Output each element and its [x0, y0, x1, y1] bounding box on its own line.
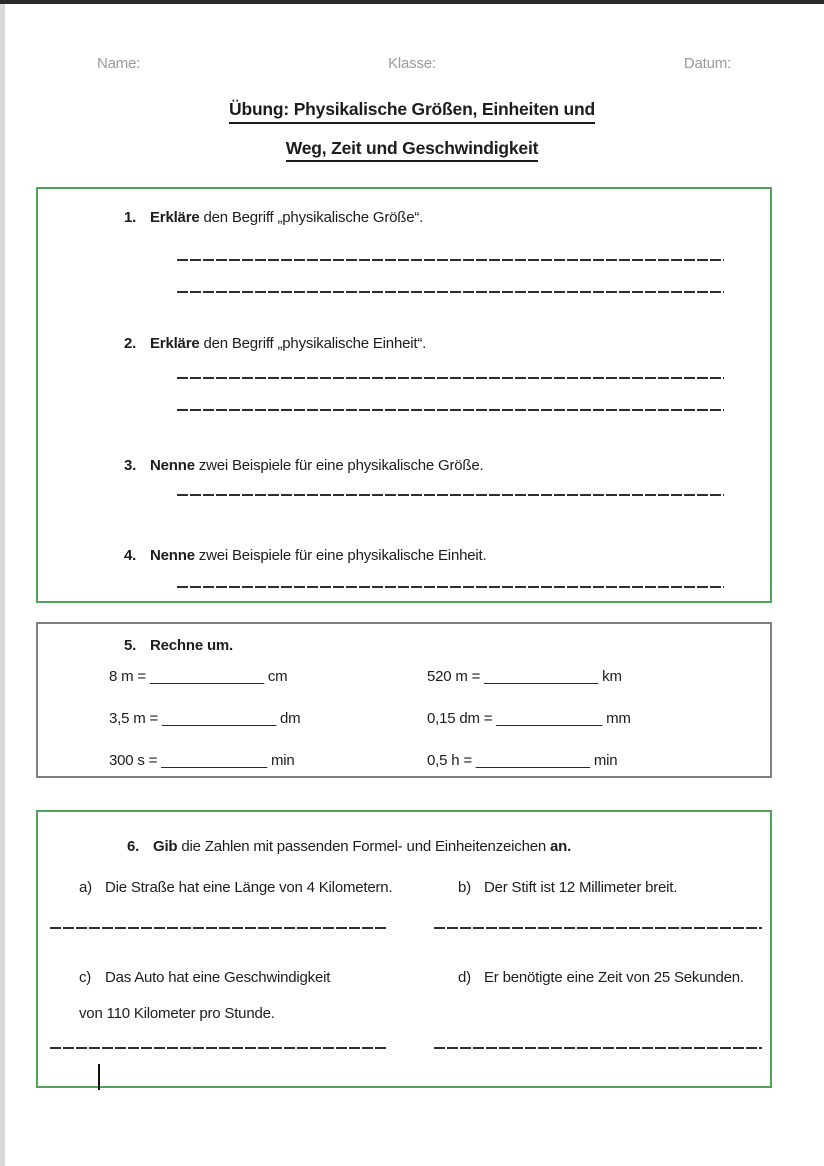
question-3-number: 3.: [124, 457, 137, 474]
conversion-item-m-cm[interactable]: 8 m = ______________ cm: [109, 668, 288, 685]
subtask-b-label: b): [458, 879, 471, 896]
question-5: [124, 637, 233, 654]
question-1-number: 1.: [124, 209, 137, 226]
question-2-number: 2.: [124, 335, 137, 352]
question-6-text: die Zahlen mit passenden Formel- und Einheitenzeichen: [177, 838, 550, 855]
subtask-a: [79, 879, 392, 896]
task-box-3: [36, 810, 772, 1088]
question-1: [124, 209, 423, 226]
question-6-bold-start: Gib: [153, 838, 178, 855]
answer-line[interactable]: [177, 409, 724, 411]
subtask-d-text: Er benötigte eine Zeit von 25 Sekunden.: [484, 969, 744, 986]
text-cursor: [98, 1064, 100, 1090]
question-2: [124, 335, 426, 352]
answer-line[interactable]: [177, 494, 724, 496]
subtask-a-text: Die Straße hat eine Länge von 4 Kilometern.: [105, 879, 393, 896]
question-6: [127, 838, 571, 855]
subtask-c: [79, 969, 330, 986]
conversion-item-h-min[interactable]: 0,5 h = ______________ min: [427, 752, 618, 769]
question-4-number: 4.: [124, 547, 137, 564]
task-box-1: [36, 187, 772, 603]
subtask-a-label: a): [79, 879, 92, 896]
question-5-number: 5.: [124, 637, 137, 654]
answer-line[interactable]: [177, 377, 724, 379]
name-label: Name:: [97, 55, 141, 72]
title-line-2: Weg, Zeit und Geschwindigkeit: [286, 140, 539, 163]
question-3-text: zwei Beispiele für eine physikalische Größe.: [194, 457, 484, 474]
answer-line[interactable]: [434, 927, 762, 929]
datum-label: Datum:: [683, 55, 731, 72]
conversion-item-s-min[interactable]: 300 s = _____________ min: [109, 752, 295, 769]
question-1-verb: Erkläre: [150, 209, 200, 226]
subtask-d: [458, 969, 744, 986]
subtask-c-text: Das Auto hat eine Geschwindigkeit: [105, 969, 331, 986]
answer-line[interactable]: [177, 291, 724, 293]
window-top-edge: [0, 0, 824, 4]
question-4-text: zwei Beispiele für eine physikalische Einheit.: [194, 547, 487, 564]
question-6-bold-end: an.: [549, 838, 572, 855]
answer-line[interactable]: [177, 586, 724, 588]
subtask-c-line2: von 110 Kilometer pro Stunde.: [79, 1005, 275, 1022]
question-1-text: den Begriff „physikalische Größe“.: [199, 209, 424, 226]
answer-line[interactable]: [177, 259, 724, 261]
worksheet-title: [0, 101, 824, 162]
title-line-1: Übung: Physikalische Größen, Einheiten und: [229, 101, 595, 124]
answer-line[interactable]: [50, 927, 387, 929]
window-left-edge: [0, 4, 5, 1166]
answer-line[interactable]: [434, 1047, 762, 1049]
task-box-2: [36, 622, 772, 778]
subtask-b-text: Der Stift ist 12 Millimeter breit.: [484, 879, 678, 896]
question-6-number: 6.: [127, 838, 140, 855]
conversion-item-m-km[interactable]: 520 m = ______________ km: [427, 668, 622, 685]
subtask-c-label: c): [79, 969, 92, 986]
question-2-text: den Begriff „physikalische Einheit“.: [199, 335, 427, 352]
klasse-label: Klasse:: [388, 55, 436, 72]
question-5-verb: Rechne um.: [150, 637, 234, 654]
conversion-item-m-dm[interactable]: 3,5 m = ______________ dm: [109, 710, 301, 727]
subtask-d-label: d): [458, 969, 471, 986]
question-4-verb: Nenne: [150, 547, 195, 564]
answer-line[interactable]: [50, 1047, 387, 1049]
question-2-verb: Erkläre: [150, 335, 200, 352]
subtask-b: [458, 879, 677, 896]
question-3-verb: Nenne: [150, 457, 195, 474]
conversion-item-dm-mm[interactable]: 0,15 dm = _____________ mm: [427, 710, 631, 727]
question-4: [124, 547, 486, 564]
question-3: [124, 457, 483, 474]
